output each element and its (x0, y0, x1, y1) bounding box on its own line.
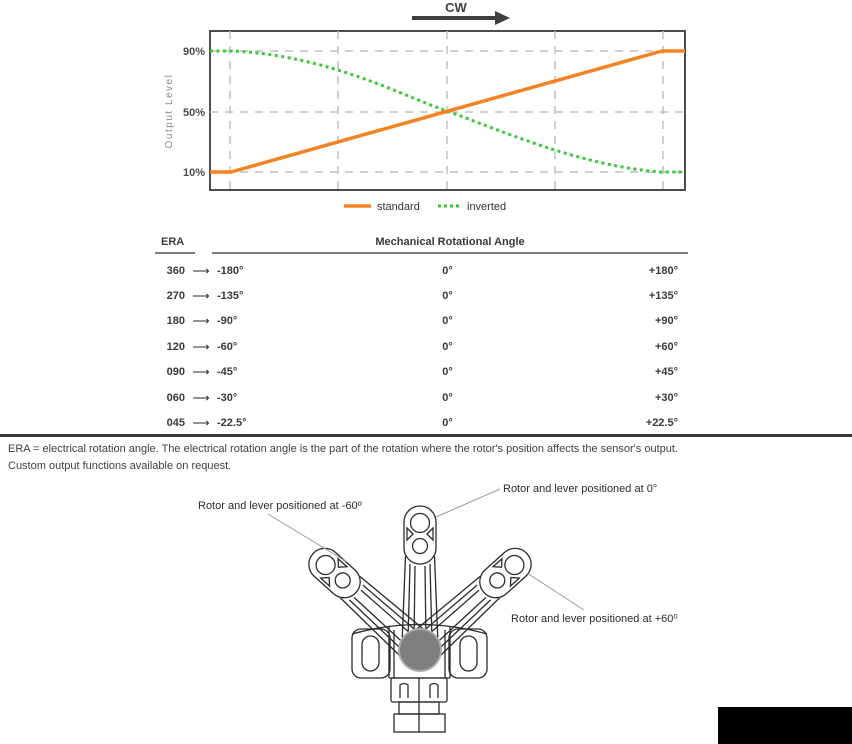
era-value: 045 (166, 417, 185, 430)
angle-mid: 0° (442, 340, 453, 353)
angle-min: -60° (217, 340, 238, 353)
rotor (399, 629, 441, 671)
angle-max: +135° (648, 290, 678, 303)
redacted-block (718, 707, 852, 744)
angle-max: +22.5° (645, 417, 678, 430)
arrow-icon: ⟶ (192, 390, 210, 405)
label-minus-60: Rotor and lever positioned at -60º (198, 500, 362, 512)
era-table-header (155, 236, 688, 256)
arrow-icon: ⟶ (192, 314, 210, 329)
era-table (155, 236, 688, 436)
table-row (155, 360, 688, 385)
angle-cells (217, 265, 688, 277)
angle-max: +30° (654, 391, 678, 404)
arrow-icon: ⟶ (192, 289, 210, 304)
angle-mid: 0° (442, 366, 453, 379)
angle-max: +60° (654, 340, 678, 353)
angle-mid: 0° (442, 315, 453, 328)
arrow-icon: ⟶ (192, 263, 210, 278)
footnote (8, 441, 678, 475)
table-row (155, 258, 688, 283)
angle-mid: 0° (442, 417, 453, 430)
mounting-slot-right (460, 636, 477, 671)
table-row (155, 334, 688, 359)
section-divider (0, 434, 852, 437)
mounting-slot-left (362, 636, 379, 671)
angle-mid: 0° (442, 290, 453, 303)
label-zero: Rotor and lever positioned at 0° (503, 483, 658, 495)
y-tick-90: 90% (182, 46, 205, 58)
arrow-icon: ⟶ (192, 339, 210, 354)
leader-zero (436, 489, 500, 517)
angle-max: +90° (654, 315, 678, 328)
y-tick-10: 10% (182, 167, 205, 179)
chart-legend (344, 201, 506, 213)
angle-cells (217, 290, 688, 302)
legend-inverted-label: inverted (467, 201, 507, 213)
table-row (155, 309, 688, 334)
era-value: 120 (166, 340, 185, 353)
table-row (155, 385, 688, 410)
arrow-icon: ⟶ (192, 416, 210, 431)
era-value: 270 (166, 290, 185, 303)
label-plus-60: Rotor and lever positioned at +60⁰ (511, 613, 678, 625)
era-value: 060 (166, 391, 185, 404)
era-value: 360 (166, 264, 185, 277)
table-row (155, 410, 688, 435)
angle-cells (217, 366, 688, 378)
y-tick-50: 50% (182, 107, 205, 119)
angle-cells (217, 341, 688, 353)
arrow-icon: ⟶ (192, 365, 210, 380)
angle-cells (217, 315, 688, 327)
era-value: 090 (166, 366, 185, 379)
angle-mid: 0° (442, 264, 453, 277)
angle-max: +180° (648, 264, 678, 277)
cw-direction-label: CW (445, 0, 467, 15)
era-column-header: ERA (155, 236, 195, 254)
angle-cells (217, 417, 688, 429)
angle-min: -45° (217, 366, 238, 379)
angle-min: -135° (217, 290, 244, 303)
table-row (155, 283, 688, 308)
angle-mid: 0° (442, 391, 453, 404)
angle-min: -180° (217, 264, 244, 277)
y-axis-label: Output Level (164, 73, 175, 149)
footnote-line-2: Custom output functions available on request. (8, 460, 232, 472)
era-table-rows (155, 258, 688, 436)
angle-max: +45° (654, 366, 678, 379)
connector (391, 678, 447, 732)
angle-min: -22.5° (217, 417, 247, 430)
leader-minus-60 (268, 514, 347, 562)
leader-plus-60 (527, 573, 584, 610)
angle-min: -30° (217, 391, 238, 404)
footnote-line-1: ERA = electrical rotation angle. The electrical rotation angle is the part of the rotation where the rotor's position affects the sensor's output. (8, 443, 678, 455)
legend-standard-label: standard (377, 201, 420, 213)
output-level-chart (150, 0, 710, 222)
era-value: 180 (166, 315, 185, 328)
angle-min: -90° (217, 315, 238, 328)
angle-cells (217, 392, 688, 404)
mechanical-angle-header: Mechanical Rotational Angle (212, 236, 688, 254)
rotor-lever-illustration (150, 475, 700, 740)
